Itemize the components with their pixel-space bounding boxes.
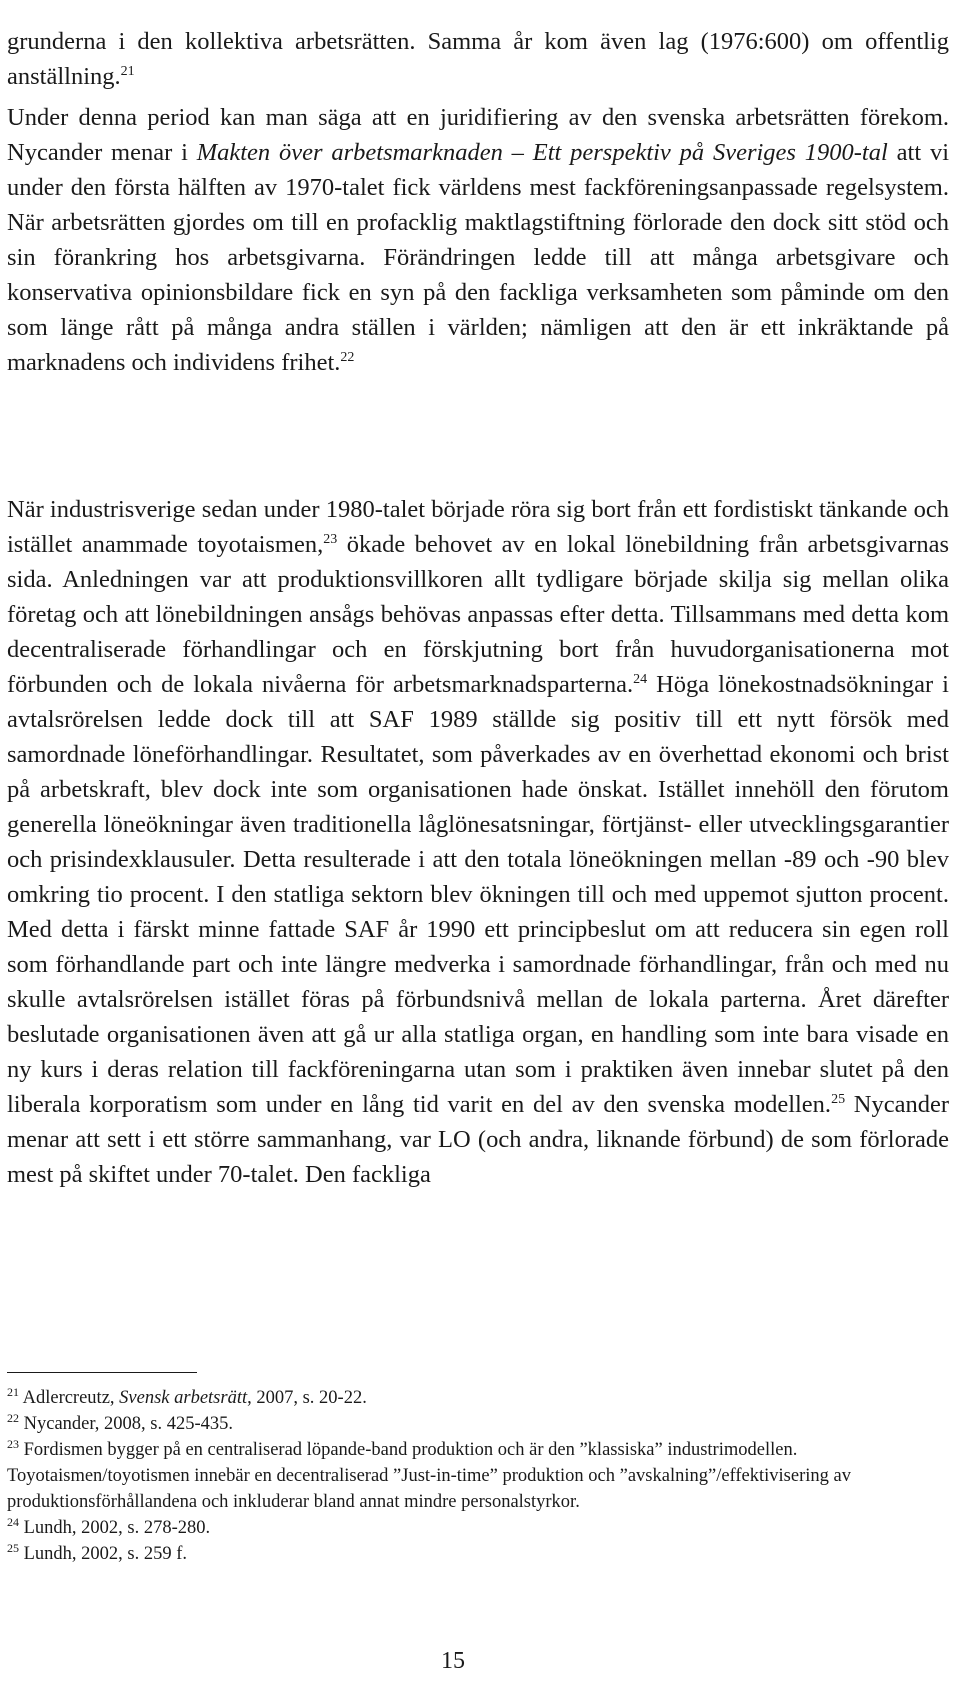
footnote-reference: 24 [633, 671, 648, 687]
footnote-21 [7, 1385, 949, 1411]
text-segment: Höga lönekostnadsökningar i avtalsrörelsen ledde dock till att SAF 1989 ställde sig positiv till ett nytt försök med samordnade löneförhandlingar. Resultatet, som påverkades av en överhettad ekonomi och brist på arbetskraft, blev dock inte som organisationen hade önskat. Istället innehöll den förutom generella löneökningar även traditionella låglönesatsningar, förtjänst- eller utvecklingsgarantier och prisindexklausuler. Detta resulterade i att den totala löneökningen mellan -89 och -90 blev omkring tio procent. I den statliga sektorn blev ökningen till och med uppemot sjutton procent. Med detta i färskt minne fattade SAF år 1990 ett principbeslut om att reducera sin egen roll som förhandlande part och inte längre medverka i samordnade förhandlingar, från och med nu skulle avtalsrörelsen istället föras på förbundsnivå mellan de lokala parterna. Året därefter beslutade organisationen även att gå ur alla statliga organ, en handling som inte bara visade en ny kurs i deras relation till fackföreningarna utan som i praktiken även innebar slutet på den liberala korporatism som under en lång tid varit en del av den svenska modellen. [7, 671, 949, 1118]
paragraph-1 [7, 24, 949, 94]
paragraph-3 [7, 492, 949, 1192]
footnote-number: 25 [7, 1540, 19, 1555]
italic-title: Svensk arbetsrätt [119, 1388, 248, 1408]
text-segment: Lundh, 2002, s. 278-280. [19, 1518, 211, 1538]
footnote-reference: 25 [831, 1091, 846, 1107]
footnote-number: 24 [7, 1514, 19, 1529]
footnote-25 [7, 1541, 949, 1567]
footnote-number: 23 [7, 1436, 19, 1451]
footnote-number: 21 [7, 1384, 19, 1399]
footnotes [7, 1385, 949, 1567]
footnote-reference: 23 [323, 531, 338, 547]
footnote-separator [7, 1372, 197, 1373]
text-segment: Adlercreutz, [19, 1388, 120, 1408]
footnote-24 [7, 1515, 949, 1541]
text-segment: ökade behovet av en lokal lönebildning från arbetsgivarnas sida. Anledningen var att produktionsvillkoren allt tydligare började skilja sig mellan olika företag och att lönebildningen ansågs behövas anpassas efter detta. Tillsammans med detta kom decentraliserade förhandlingar och en förskjutning bort från huvudorganisationerna mot förbunden och de lokala nivåerna för arbetsmarknadsparterna. [7, 531, 949, 698]
text-segment: Nycander menar att sett i ett större sammanhang, var LO (och andra, liknande förbund) de som förlorade mest på skiftet under 70-talet. Den fackliga [7, 1091, 949, 1188]
text-segment: Under denna period kan man säga att en juridifiering av den svenska arbetsrätten förekom. Nycander menar i [7, 104, 949, 166]
text-segment: grunderna i den kollektiva arbetsrätten. Samma år kom även lag (1976:600) om offentlig anställning. [7, 28, 949, 90]
text-segment: , 2007, s. 20-22. [247, 1388, 367, 1408]
document-page [7, 0, 951, 1689]
italic-title: Makten över arbetsmarknaden – Ett perspektiv på Sveriges 1900-tal [196, 139, 888, 166]
text-segment: Lundh, 2002, s. 259 f. [19, 1544, 188, 1564]
text-segment: Fordismen bygger på en centraliserad löpande-band produktion och är den ”klassiska” industrimodellen. Toyotaismen/toyotismen innebär en decentraliserad ”Just-in-time” produktion och ”avskalning”/effektivisering av produktionsförhållandena och inkluderar bland annat mindre personalstyrkor. [7, 1440, 851, 1512]
text-segment: att vi under den första hälften av 1970-talet fick världens mest fackföreningsanpassade regelsystem. När arbetsrätten gjordes om till en profacklig maktlagstiftning förlorade den dock sitt stöd och sin förankring hos arbetsgivarna. Förändringen ledde till att många arbetsgivare och konservativa opinionsbildare fick en syn på den fackliga verksamheten som påminde om den som länge rått på många andra ställen i världen; nämligen att den är ett inkräktande på marknadens och individens frihet. [7, 139, 950, 376]
footnote-number: 22 [7, 1410, 19, 1425]
paragraph-2 [7, 100, 949, 380]
footnote-reference: 22 [340, 349, 355, 365]
page-number: 15 [441, 1648, 465, 1674]
text-segment: När industrisverige sedan under 1980-talet började röra sig bort från ett fordistiskt tänkande och istället anammade toyotaismen, [7, 496, 949, 558]
footnote-23 [7, 1437, 949, 1515]
footnote-22 [7, 1411, 949, 1437]
footnote-reference: 21 [120, 63, 135, 79]
text-segment: Nycander, 2008, s. 425-435. [19, 1414, 234, 1434]
